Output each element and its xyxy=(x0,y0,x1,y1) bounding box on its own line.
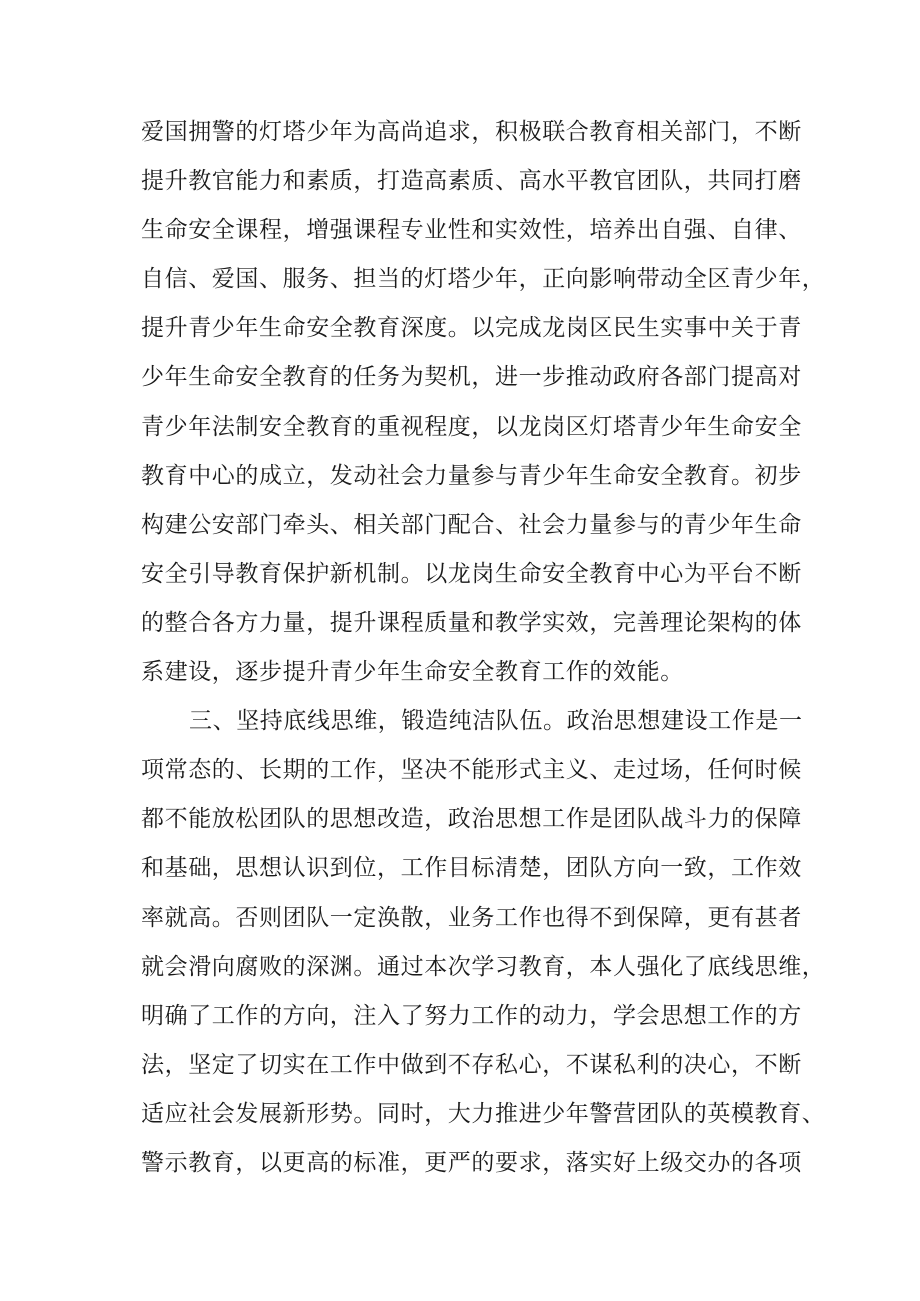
document-body xyxy=(141,108,826,1188)
text-line: 提升教官能力和素质，打造高素质、高水平教官团队，共同打磨 xyxy=(141,168,802,195)
text-line: 都不能放松团队的思想改造，政治思想工作是团队战斗力的保障 xyxy=(141,806,802,833)
text-line: 和基础，思想认识到位，工作目标清楚，团队方向一致，工作效 xyxy=(141,855,802,882)
paragraph-continuation xyxy=(141,108,826,697)
text-line: 安全引导教育保护新机制。以龙岗生命安全教育中心为平台不断 xyxy=(141,560,802,587)
text-line: 自信、爱国、服务、担当的灯塔少年，正向影响带动全区青少年， xyxy=(141,266,826,293)
text-line: 适应社会发展新形势。同时，大力推进少年警营团队的英模教育、 xyxy=(141,1100,826,1127)
text-line: 构建公安部门牵头、相关部门配合、社会力量参与的青少年生命 xyxy=(141,511,802,538)
text-line: 明确了工作的方向，注入了努力工作的动力，学会思想工作的方 xyxy=(141,1002,802,1029)
text-line: 项常态的、长期的工作，坚决不能形式主义、走过场，任何时候 xyxy=(141,757,802,784)
text-line: 青少年法制安全教育的重视程度，以龙岗区灯塔青少年生命安全 xyxy=(141,413,802,440)
text-line: 就会滑向腐败的深渊。通过本次学习教育，本人强化了底线思维， xyxy=(141,953,826,980)
text-line: 警示教育，以更高的标准，更严的要求，落实好上级交办的各项 xyxy=(141,1149,802,1176)
text-line: 爱国拥警的灯塔少年为高尚追求，积极联合教育相关部门，不断 xyxy=(141,119,802,145)
text-line: 的整合各方力量，提升课程质量和教学实效，完善理论架构的体 xyxy=(141,609,802,636)
text-line: 生命安全课程，增强课程专业性和实效性，培养出自强、自律、 xyxy=(141,217,802,244)
text-line: 教育中心的成立，发动社会力量参与青少年生命安全教育。初步 xyxy=(141,462,802,489)
text-line: 提升青少年生命安全教育深度。以完成龙岗区民生实事中关于青 xyxy=(141,315,802,342)
text-line: 三、坚持底线思维，锻造纯洁队伍。政治思想建设工作是一 xyxy=(189,708,803,735)
text-line: 率就高。否则团队一定涣散，业务工作也得不到保障，更有甚者 xyxy=(141,904,802,931)
text-line: 少年生命安全教育的任务为契机，进一步推动政府各部门提高对 xyxy=(141,364,802,391)
text-line: 系建设，逐步提升青少年生命安全教育工作的效能。 xyxy=(141,659,684,686)
text-line: 法，坚定了切实在工作中做到不存私心，不谋私利的决心，不断 xyxy=(141,1051,802,1078)
paragraph-section-three xyxy=(141,697,826,1188)
